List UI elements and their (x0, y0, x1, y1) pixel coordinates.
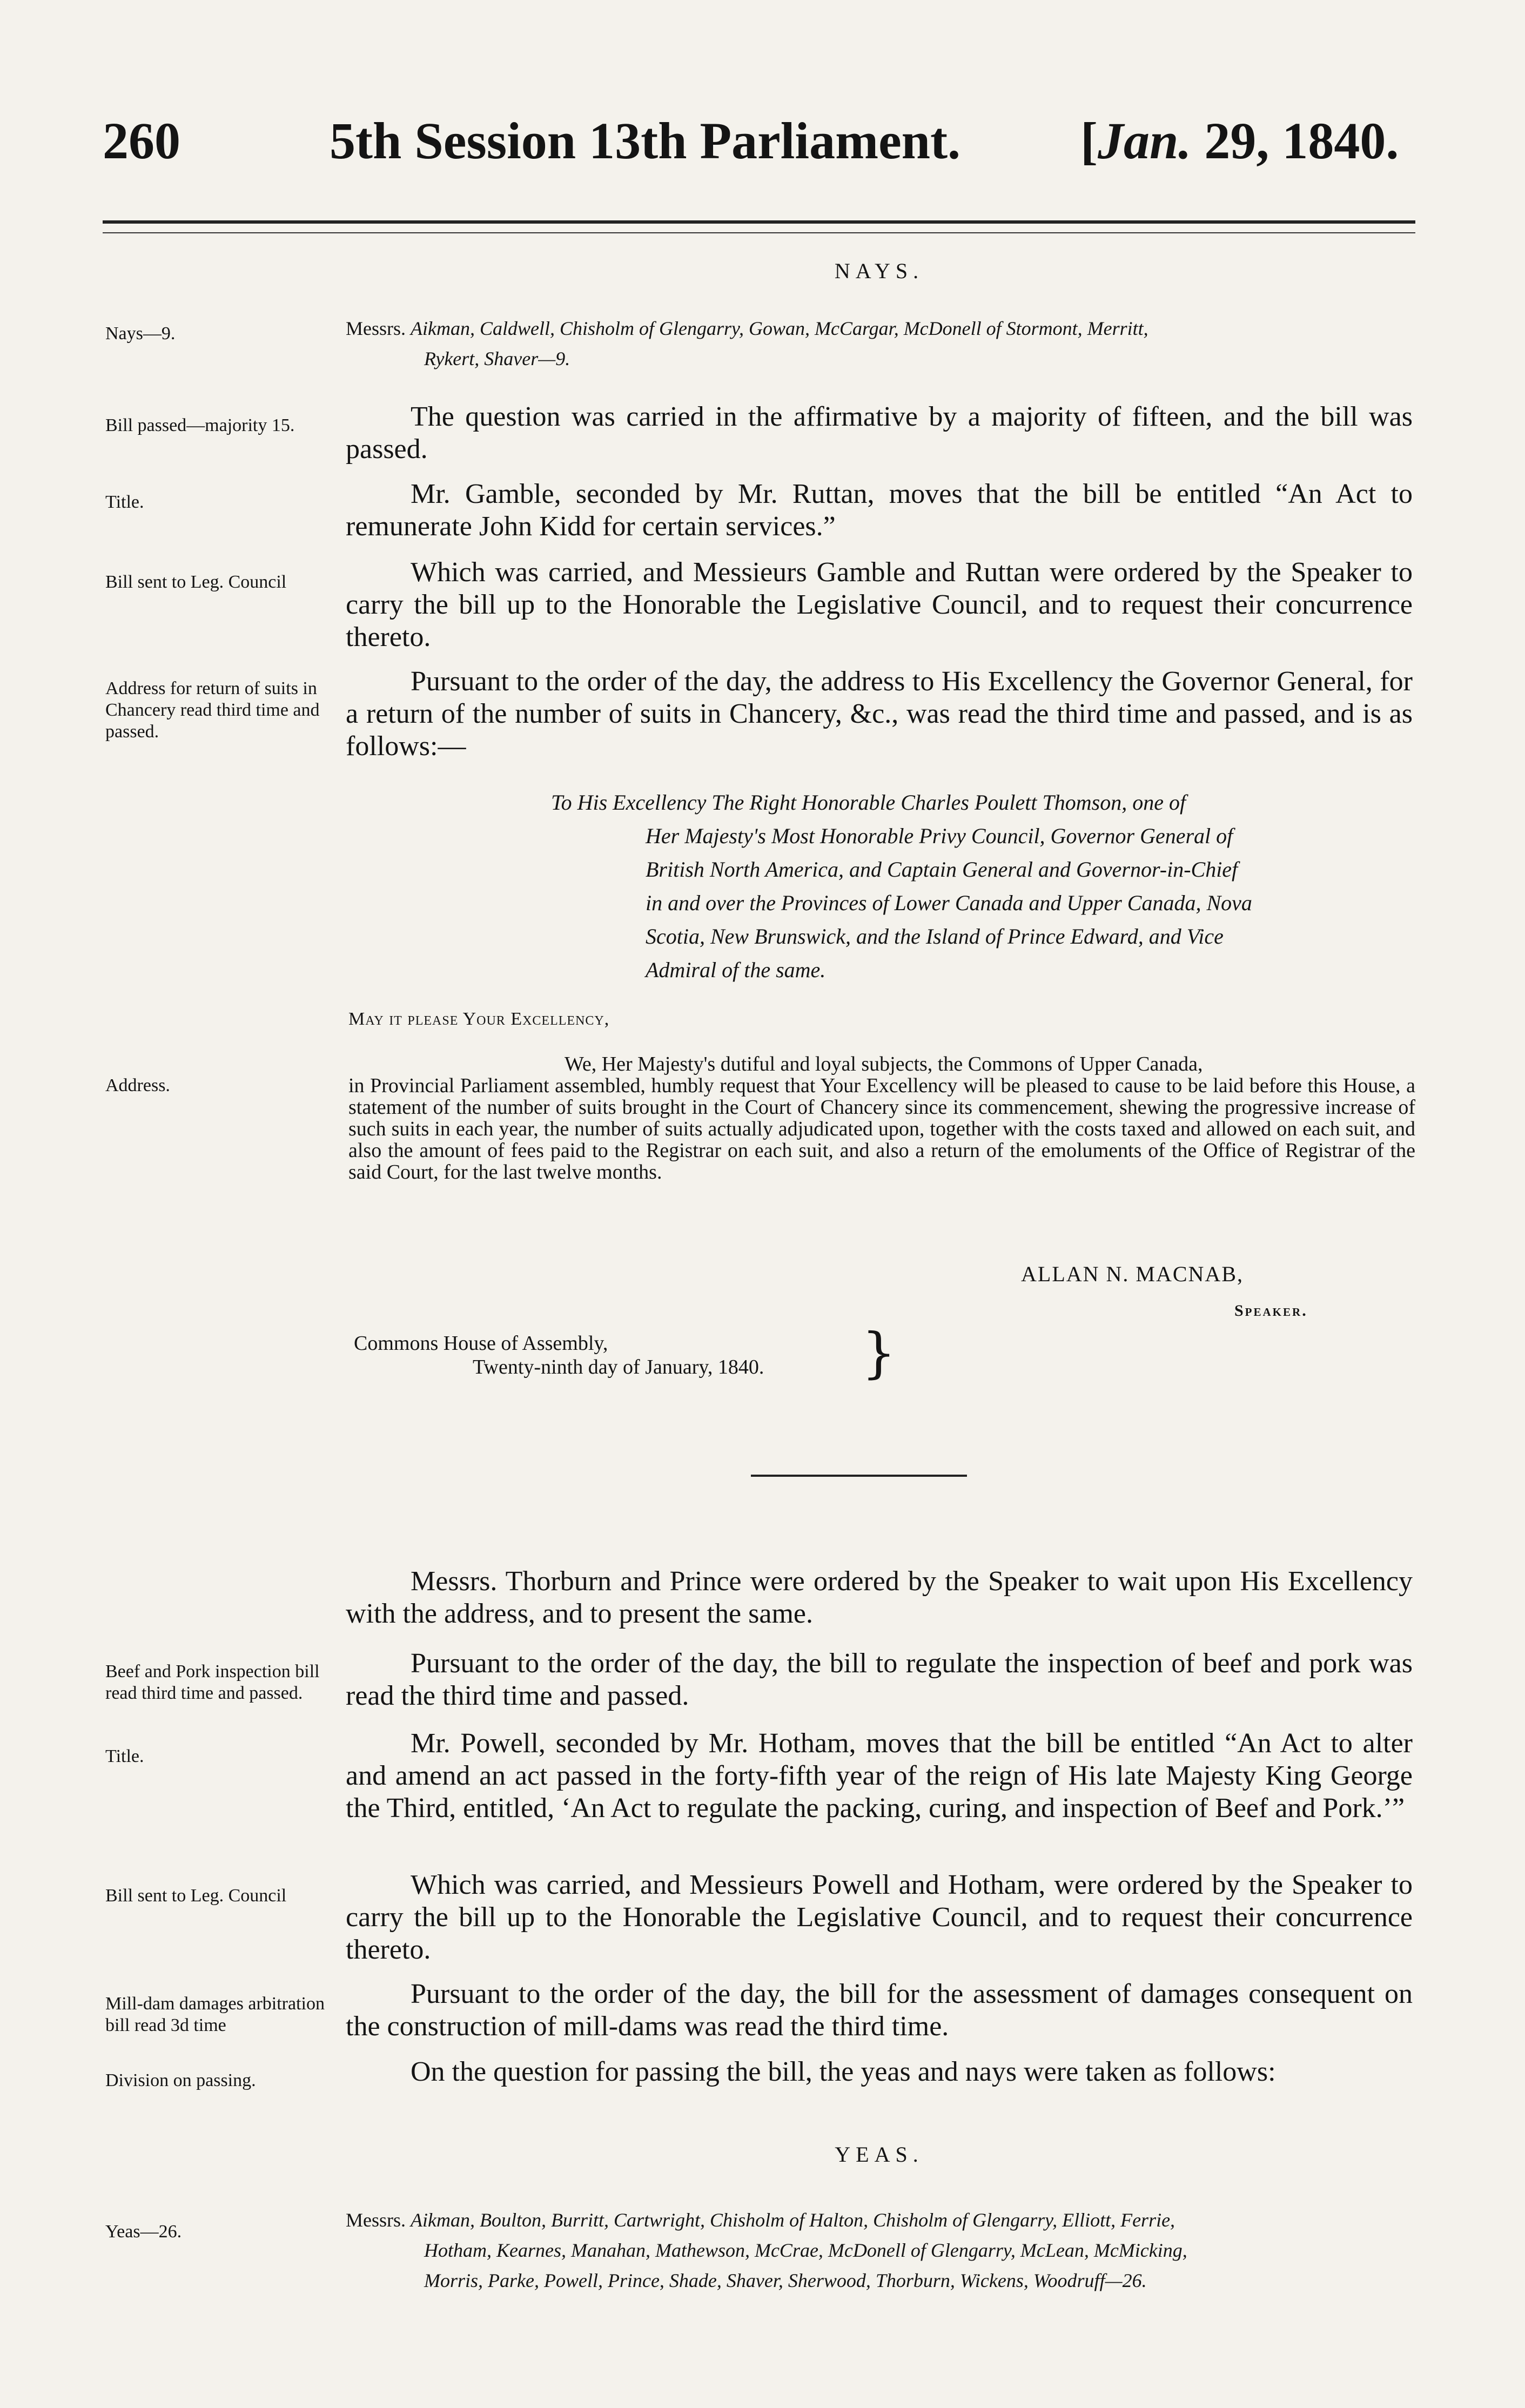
yeas-list (346, 2205, 1413, 2296)
margin-note-mill-dam: Mill-dam damages arbitration bill read 3d time (105, 1994, 325, 2035)
place-date (354, 1331, 764, 1379)
address-recipient (551, 786, 1415, 987)
paragraph-text: Which was carried, and Messieurs Gamble and Ruttan were ordered by the Speaker to carry the bill up to the Honorable the Legislative Council, and to request their concurrence thereto. (346, 557, 1413, 653)
margin-note-beef-pork: Beef and Pork inspection bill read third time and passed. (105, 1662, 320, 1703)
running-title: 5th Session 13th Parliament. (330, 112, 961, 170)
margin-note-bill-sent: Bill sent to Leg. Council (105, 572, 287, 592)
salutation: May it please Your Excellency, (348, 1009, 610, 1029)
nays-heading: NAYS. (834, 259, 924, 283)
paragraph-bill-passed (346, 401, 1413, 466)
margin-note-nays: Nays—9. (105, 324, 176, 344)
paragraph-text: Pursuant to the order of the day, the address to His Excellency the Governor General, for a return of the number of suits in Chancery, &c., was read the third time and passed, and is as follows:— (346, 666, 1413, 762)
margin-note-division: Division on passing. (105, 2070, 256, 2090)
paragraph-text: Pursuant to the order of the day, the bill to regulate the inspection of beef and pork was read the third time and passed. (346, 1648, 1413, 1711)
margin-note-address: Address. (105, 1075, 170, 1095)
margin-note-address-return: Address for return of suits in Chancery read third time and passed. (105, 678, 320, 742)
address-body (348, 1053, 1415, 1183)
page-number: 260 (103, 112, 180, 170)
recipient-line-3: British North America, and Captain General and Governor-in-Chief (646, 857, 1238, 882)
recipient-line-4: in and over the Provinces of Lower Canada and Upper Canada, Nova (646, 891, 1252, 915)
paragraph-text: Mr. Powell, seconded by Mr. Hotham, moves that the bill be entitled “An Act to alter and amend an act passed in the forty-fifth year of the reign of His late Majesty King George the Third, entitled, ‘An Act to regulate the packing, curing, and inspection of Beef and Pork.’” (346, 1728, 1413, 1824)
address-first-line: We, Her Majesty's dutiful and loyal subjects, the Commons of Upper Canada, (565, 1053, 1203, 1075)
page-header (103, 111, 1415, 181)
margin-note-yeas: Yeas—26. (105, 2222, 182, 2242)
nays-list (346, 313, 1413, 374)
recipient-line-2: Her Majesty's Most Honorable Privy Council, Governor General of (646, 824, 1233, 848)
margin-note-title: Title. (105, 492, 144, 512)
margin-note-bill-sent-2: Bill sent to Leg. Council (105, 1886, 287, 1906)
yeas-names-1: Aikman, Boulton, Burritt, Cartwright, Chisholm of Halton, Chisholm of Glengarry, Elliott, Ferrie, (411, 2209, 1175, 2231)
paragraph-title (346, 478, 1413, 543)
paragraph-address-return (346, 665, 1413, 763)
paragraph-bill-sent-2 (346, 1869, 1413, 1966)
nays-names-2: Rykert, Shaver—9. (424, 348, 570, 369)
paragraph-title-2 (346, 1727, 1413, 1825)
signature: ALLAN N. MACNAB, (1021, 1262, 1244, 1286)
paragraph-text: Messrs. Thorburn and Prince were ordered by the Speaker to wait upon His Excellency with the address, and to present the same. (346, 1566, 1413, 1629)
date-bracket: [ (1080, 112, 1098, 170)
brace-glyph: } (862, 1321, 896, 1384)
paragraph-text: Which was carried, and Messieurs Powell and Hotham, were ordered by the Speaker to carry the bill up to the Honorable the Legislative Council, and to request their concurrence thereto. (346, 1869, 1413, 1965)
paragraph-mill-dam (346, 1978, 1413, 2043)
nays-prefix: Messrs. (346, 318, 411, 339)
margin-note-title-2: Title. (105, 1746, 144, 1766)
place-line-2: Twenty-ninth day of January, 1840. (473, 1356, 764, 1378)
date-month: Jan. (1097, 112, 1192, 170)
recipient-line-6: Admiral of the same. (646, 958, 826, 982)
recipient-line-1: To His Excellency The Right Honorable Charles Poulett Thomson, one of (551, 790, 1186, 815)
paragraph-beef-pork (346, 1647, 1413, 1712)
margin-note-bill-passed: Bill passed—majority 15. (105, 415, 295, 435)
header-date (1080, 111, 1399, 171)
address-rest: in Provincial Parliament assembled, humbly request that Your Excellency will be pleased to cause to be laid before this House, a statement of the number of suits brought in the Court of Chancery since its commencement, shewing the progressive increase of such suits in each year, the number of suits actually adjudicated upon, together with the costs taxed and allowed on each suit, and also the amount of fees paid to the Registrar on each suit, and also a return of the emoluments of the Office of Registrar of the said Court, for the last twelve months. (348, 1074, 1415, 1183)
yeas-prefix: Messrs. (346, 2209, 411, 2231)
date-rest: 29, 1840. (1191, 112, 1399, 170)
paragraph-text: The question was carried in the affirmative by a majority of fifteen, and the bill was passed. (346, 401, 1413, 465)
paragraph-division (346, 2056, 1413, 2088)
place-line-1: Commons House of Assembly, (354, 1332, 608, 1355)
nays-names-1: Aikman, Caldwell, Chisholm of Glengarry, Gowan, McCargar, McDonell of Stormont, Merritt, (411, 318, 1148, 339)
paragraph-text: On the question for passing the bill, the yeas and nays were taken as follows: (411, 2056, 1276, 2087)
header-rule (103, 220, 1415, 233)
section-divider (751, 1475, 967, 1477)
yeas-names-2: Hotham, Kearnes, Manahan, Mathewson, McCrae, McDonell of Glengarry, McLean, McMicking, (424, 2239, 1187, 2261)
signature-title: Speaker. (1234, 1302, 1308, 1320)
paragraph-bill-sent (346, 556, 1413, 654)
yeas-names-3: Morris, Parke, Powell, Prince, Shade, Shaver, Sherwood, Thorburn, Wickens, Woodruff—26. (424, 2270, 1147, 2291)
paragraph-text: Mr. Gamble, seconded by Mr. Ruttan, moves that the bill be entitled “An Act to remunerate John Kidd for certain services.” (346, 479, 1413, 542)
paragraph-text: Pursuant to the order of the day, the bill for the assessment of damages consequent on the construction of mill-dams was read the third time. (346, 1979, 1413, 2042)
recipient-line-5: Scotia, New Brunswick, and the Island of Prince Edward, and Vice (646, 924, 1224, 949)
yeas-heading: YEAS. (835, 2142, 924, 2167)
paragraph-thorburn-prince (346, 1565, 1413, 1630)
